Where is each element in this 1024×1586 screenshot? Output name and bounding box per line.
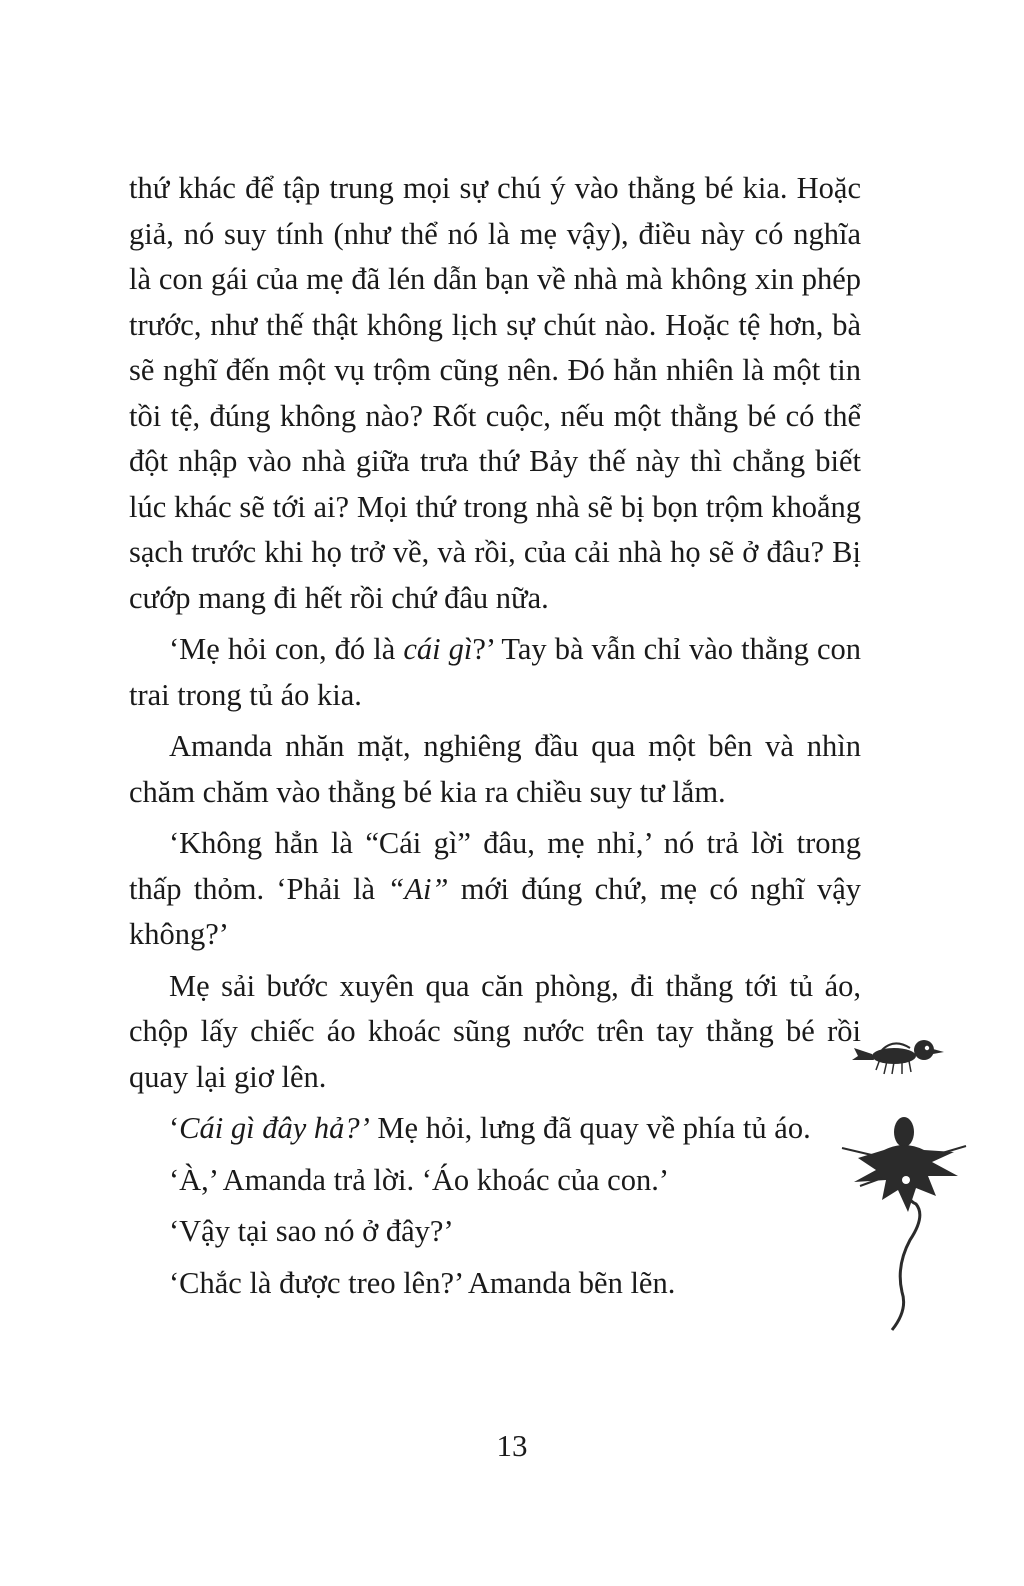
- paragraph-3-text-a: ‘Không hẳn là “Cái gì” đâu, mẹ nhỉ,’ nó trả lời trong thấp thỏm. ‘Phải là: [129, 826, 861, 906]
- paragraph-7-text: ‘Vậy tại sao nó ở đây?’: [169, 1214, 454, 1248]
- paragraph-5-italic: Cái gì đây hả?’: [179, 1111, 370, 1145]
- paragraph-3: [129, 821, 861, 958]
- paragraph-1-text-a: ‘Mẹ hỏi con, đó là: [169, 632, 404, 666]
- bird-and-flower-illustration-icon: [832, 1030, 972, 1570]
- paragraph-1-text-b: ?’ Tay bà vẫn chỉ vào thằng con trai trong tủ áo kia.: [129, 632, 861, 712]
- paragraph-6: [129, 1158, 861, 1204]
- bird-icon: [852, 1040, 944, 1074]
- paragraph-0: [129, 166, 861, 621]
- paragraph-8-text: ‘Chắc là được treo lên?’ Amanda bẽn lẽn.: [169, 1265, 676, 1300]
- paragraph-3-text-b: mới đúng chứ, mẹ có nghĩ vậy không?’: [129, 871, 861, 951]
- page-number: 13: [496, 1428, 528, 1463]
- paragraph-1: [129, 627, 861, 718]
- paragraph-2-text: Amanda nhăn mặt, nghiêng đầu qua một bên và nhìn chăm chăm vào thằng bé kia ra chiều suy tư lắm.: [129, 729, 861, 809]
- paragraph-4-text: Mẹ sải bước xuyên qua căn phòng, đi thẳng tới tủ áo, chộp lấy chiếc áo khoác sũng nước trên tay thằng bé rồi quay lại giơ lên.: [129, 968, 861, 1094]
- paragraph-0-text: thứ khác để tập trung mọi sự chú ý vào thằng bé kia. Hoặc giả, nó suy tính (như thể nó là mẹ vậy), điều này có nghĩa là con gái của mẹ đã lén dẫn bạn về nhà mà không xin phép trước, như thế thật không lịch sự chút nào. Hoặc tệ hơn, bà sẽ nghĩ đến một vụ trộm cũng nên. Đó hẳn nhiên là một tin tồi tệ, đúng không nào? Rốt cuộc, nếu một thằng bé có thể đột nhập vào nhà giữa trưa thứ Bảy thế này thì chẳng biết lúc khác sẽ tới ai? Mọi thứ trong nhà sẽ bị bọn trộm khoắng sạch trước khi họ trở về, và rồi, của cải nhà họ sẽ ở đâu? Bị cướp mang đi hết rồi chứ đâu nữa.: [129, 171, 861, 615]
- paragraph-5-text-b: Mẹ hỏi, lưng đã quay về phía tủ áo.: [369, 1111, 811, 1145]
- flower-icon: [842, 1117, 966, 1330]
- paragraph-1-italic: cái gì: [403, 632, 473, 666]
- paragraph-6-text: ‘À,’ Amanda trả lời. ‘Áo khoác của con.’: [169, 1162, 669, 1197]
- paragraph-2: [129, 724, 861, 815]
- paragraph-3-italic: “Ai”: [387, 871, 449, 906]
- paragraph-4: [129, 964, 861, 1101]
- paragraph-5-text-a: ‘: [169, 1111, 180, 1145]
- paragraph-8: [129, 1261, 861, 1307]
- paragraph-7: [129, 1209, 861, 1255]
- paragraph-5: [129, 1106, 861, 1152]
- body-text: [129, 166, 861, 1312]
